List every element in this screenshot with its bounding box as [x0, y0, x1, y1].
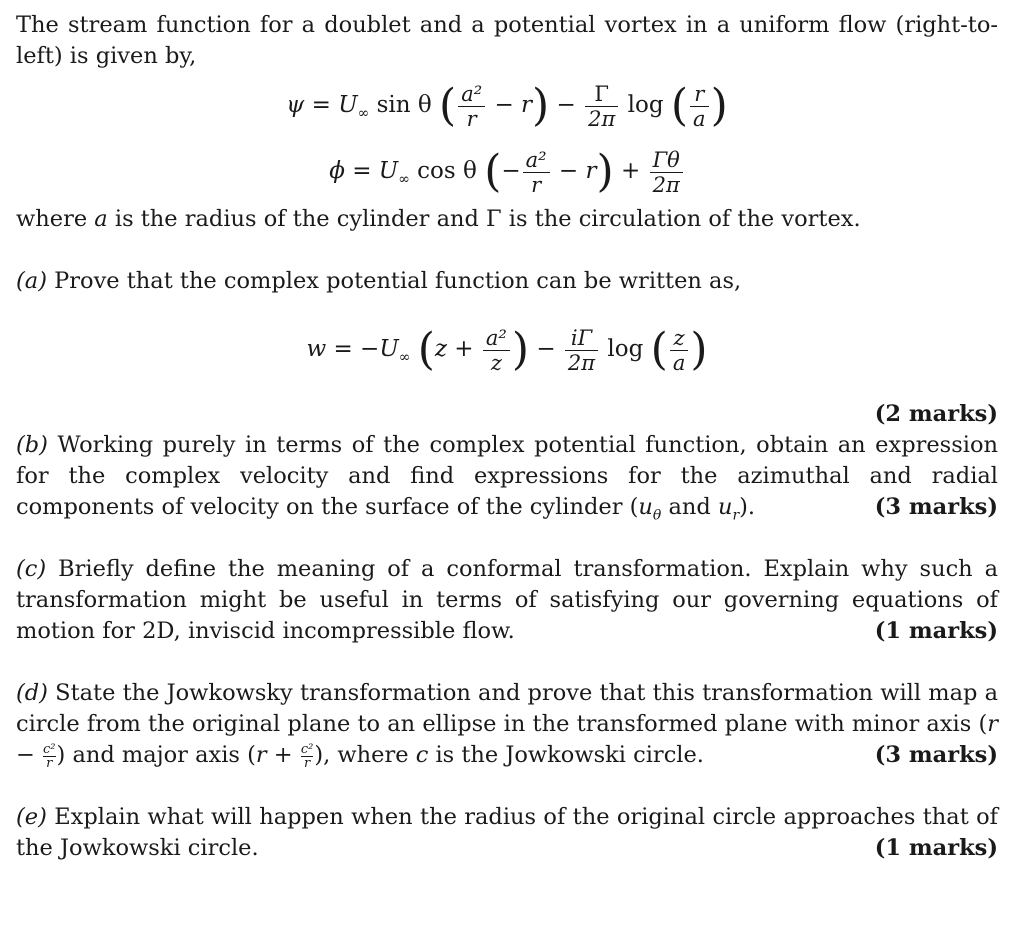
complex-potential-equation	[16, 309, 998, 389]
part-d-minus: −	[16, 742, 43, 768]
part-b-label: (b)	[16, 432, 48, 458]
part-b-body: Working purely in terms of the complex potential function, obtain an expression for the complex velocity and find expressions for the azimuthal and radial components of velocity on the surface of the cylinder (	[16, 432, 998, 520]
w-log: log	[607, 336, 644, 362]
part-d-f2-den: r	[303, 755, 311, 771]
psi-f1-num: a²	[458, 82, 485, 107]
part-a-label: (a)	[16, 268, 47, 294]
spacer	[16, 523, 998, 554]
psi-lhs: ψ = U	[286, 92, 358, 118]
phi-f1-den: r	[531, 172, 542, 197]
psi-sub: ∞	[357, 105, 370, 122]
u-r: u	[717, 494, 733, 520]
paren-open: (	[670, 80, 689, 131]
psi-f2-num: Γ	[585, 82, 618, 107]
part-d-fraction-1	[43, 743, 56, 770]
psi-f1-den: r	[466, 106, 477, 131]
paren-open: (	[417, 324, 435, 375]
psi-f3-den: a	[693, 106, 706, 131]
phi-f2-num: Γθ	[650, 148, 683, 173]
part-a-marks-text: (2 marks)	[874, 401, 998, 427]
part-a-marks	[16, 399, 998, 430]
spacer	[16, 647, 998, 678]
w-f3-num: z	[670, 326, 689, 351]
part-b-end: ).	[739, 494, 756, 520]
phi-trig: cos θ	[417, 158, 477, 184]
paren-open: (	[484, 146, 502, 197]
part-d-f2-num: c²	[300, 741, 314, 757]
part-b-and: and	[661, 494, 718, 520]
phi-f1-num: a²	[523, 148, 550, 173]
part-d-fraction-2	[301, 743, 314, 770]
phi-inner-minus: −	[501, 158, 521, 184]
part-d-c: c	[415, 742, 429, 768]
part-d-end1: ), where	[314, 742, 416, 768]
phi-inner-rest: − r	[558, 158, 597, 184]
paren-open: (	[439, 80, 457, 131]
part-d-end2: is the Jowkowski circle.	[428, 742, 704, 768]
part-d-body: State the Jowkowsky transformation and prove that this transformation will map a circle from the original plane to an ellipse in the transformed plane with minor axis (	[16, 680, 998, 737]
part-e-marks: (1 marks)	[874, 835, 998, 861]
part-d-r2: r	[255, 742, 267, 768]
part-d-f1-num: c²	[43, 741, 56, 757]
w-f2-num: iΓ	[565, 326, 598, 351]
phi-lhs: ϕ = U	[329, 158, 399, 184]
stream-function-equation	[16, 72, 998, 138]
w-fraction-3	[670, 326, 689, 375]
part-b-marks: (3 marks)	[874, 494, 998, 520]
part-d-r1: r	[987, 711, 998, 737]
psi-fraction-1	[458, 82, 485, 131]
paren-open: (	[650, 324, 668, 375]
psi-f2-den: 2π	[588, 106, 616, 131]
part-d-mid: ) and major axis (	[56, 742, 256, 768]
part-d-text	[16, 678, 998, 771]
phi-sub: ∞	[398, 171, 410, 188]
psi-trig: sin θ	[376, 92, 432, 118]
velocity-potential-equation	[16, 138, 998, 204]
paren-close: )	[596, 146, 614, 197]
part-e-label: (e)	[16, 804, 47, 830]
w-inner-z: z +	[434, 336, 474, 362]
intro-sentence: The stream function for a doublet and a potential vortex in a uniform flow (right-to-left) is given by,	[16, 12, 998, 69]
psi-f3-num: r	[690, 82, 709, 107]
psi-minus: −	[556, 92, 576, 118]
phi-f2-den: 2π	[652, 172, 680, 197]
w-sub: ∞	[398, 349, 411, 366]
psi-inner-rest: − r	[494, 92, 533, 118]
u-theta: u	[638, 494, 653, 520]
paren-close: )	[710, 80, 728, 131]
intro-text	[16, 10, 998, 72]
part-e-text	[16, 802, 998, 864]
question-page	[16, 10, 998, 864]
paren-close: )	[511, 324, 530, 375]
part-c-body: Briefly define the meaning of a conformal transformation. Explain why such a transformation might be useful in terms of satisfying our governing equations of motion for 2D, inviscid incompressible flow.	[16, 556, 998, 644]
psi-fraction-2	[585, 82, 618, 131]
part-d-plus: +	[266, 742, 300, 768]
part-c-text	[16, 554, 998, 647]
where-text	[16, 204, 998, 235]
part-a-body: Prove that the complex potential function can be written as,	[46, 268, 742, 294]
psi-log: log	[627, 92, 664, 118]
part-e-body: Explain what will happen when the radius of the original circle approaches that of the Jowkowski circle.	[16, 804, 998, 861]
part-d-marks: (3 marks)	[874, 742, 998, 768]
part-d-label: (d)	[16, 680, 48, 706]
w-f1-den: z	[490, 350, 502, 375]
part-c-label: (c)	[16, 556, 47, 582]
w-f2-den: 2π	[567, 350, 596, 375]
w-lhs: w = −U	[306, 336, 399, 362]
w-fraction-1	[483, 326, 510, 375]
part-b-text	[16, 430, 998, 523]
w-minus: −	[536, 336, 556, 362]
part-d-f1-den: r	[46, 755, 53, 771]
w-f1-num: a²	[483, 326, 510, 351]
paren-close: )	[690, 324, 708, 375]
where-t2: is the radius of the cylinder and Γ is the circulation of the vortex.	[107, 206, 861, 232]
where-a: a	[94, 206, 108, 232]
psi-fraction-3	[690, 82, 709, 131]
spacer	[16, 235, 998, 266]
phi-fraction-2	[650, 148, 683, 197]
part-a-text	[16, 266, 998, 297]
where-t1: where	[16, 206, 95, 232]
spacer	[16, 771, 998, 802]
part-c-marks: (1 marks)	[874, 618, 998, 644]
phi-fraction-1	[523, 148, 550, 197]
w-fraction-2	[565, 326, 598, 375]
u-r-sub: r	[732, 507, 740, 524]
w-f3-den: a	[672, 350, 686, 375]
u-theta-sub: θ	[652, 507, 662, 524]
phi-plus: +	[620, 158, 641, 184]
paren-close: )	[532, 80, 550, 131]
